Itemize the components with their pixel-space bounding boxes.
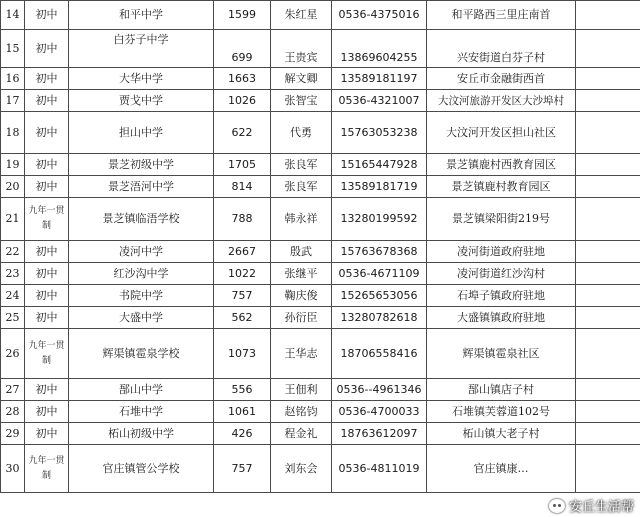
address: 官庄镇康…: [427, 445, 576, 493]
principal-name: 王贵宾: [271, 30, 332, 68]
address: 景芝镇鹿村教育园区: [427, 176, 576, 198]
row-number: 18: [1, 112, 25, 154]
student-count: 814: [214, 176, 271, 198]
table-row: [1, 401, 640, 423]
empty-cell: [576, 1, 640, 30]
student-count: 556: [214, 379, 271, 401]
principal-name: 张良军: [271, 176, 332, 198]
student-count: 426: [214, 423, 271, 445]
school-name: 官庄镇管公学校: [69, 445, 214, 493]
school-type: 初中: [25, 379, 69, 401]
address: 石堆镇芙蓉道102号: [427, 401, 576, 423]
school-name: 书院中学: [69, 285, 214, 307]
table-row: [1, 379, 640, 401]
address: 辉渠镇雹泉社区: [427, 329, 576, 379]
student-count: 562: [214, 307, 271, 329]
empty-cell: [576, 30, 640, 68]
school-type: 初中: [25, 154, 69, 176]
principal-name: 赵铭钧: [271, 401, 332, 423]
table-row: [1, 90, 640, 112]
principal-name: 王佃利: [271, 379, 332, 401]
school-name: 大华中学: [69, 68, 214, 90]
watermark-text: 安丘生活帮: [568, 500, 634, 515]
principal-name: 韩永祥: [271, 198, 332, 241]
empty-cell: [576, 445, 640, 493]
school-name: 景芝镇临浯学校: [69, 198, 214, 241]
principal-name: 张智宝: [271, 90, 332, 112]
address: 和平路西三里庄南首: [427, 1, 576, 30]
phone-number: 18706558416: [332, 329, 427, 379]
address: 大汶河旅游开发区大沙埠村: [427, 90, 576, 112]
school-type: 初中: [25, 68, 69, 90]
empty-cell: [576, 379, 640, 401]
school-type: 初中: [25, 285, 69, 307]
row-number: 25: [1, 307, 25, 329]
student-count: 1022: [214, 263, 271, 285]
school-name: 大盛中学: [69, 307, 214, 329]
student-count: 1705: [214, 154, 271, 176]
table-row: [1, 154, 640, 176]
student-count: 2667: [214, 241, 271, 263]
row-number: 14: [1, 1, 25, 30]
principal-name: 王华志: [271, 329, 332, 379]
table-row: [1, 241, 640, 263]
phone-number: 13280199592: [332, 198, 427, 241]
school-name: 景芝初级中学: [69, 154, 214, 176]
principal-name: 解文卿: [271, 68, 332, 90]
principal-name: 程金礼: [271, 423, 332, 445]
student-count: 757: [214, 445, 271, 493]
principal-name: 朱红星: [271, 1, 332, 30]
school-name: 郚山中学: [69, 379, 214, 401]
address: 石埠子镇政府驻地: [427, 285, 576, 307]
empty-cell: [576, 90, 640, 112]
empty-cell: [576, 285, 640, 307]
address: 郚山镇店子村: [427, 379, 576, 401]
row-number: 28: [1, 401, 25, 423]
address: 凌河街道政府驻地: [427, 241, 576, 263]
row-number: 22: [1, 241, 25, 263]
school-type: 初中: [25, 176, 69, 198]
empty-cell: [576, 198, 640, 241]
phone-number: 13280782618: [332, 307, 427, 329]
watermark: [549, 496, 634, 515]
principal-name: 殷武: [271, 241, 332, 263]
empty-cell: [576, 176, 640, 198]
table-row: [1, 1, 640, 30]
school-type: 九年一贯制: [25, 445, 69, 493]
table-row: [1, 112, 640, 154]
school-type: 九年一贯制: [25, 198, 69, 241]
school-type: 初中: [25, 90, 69, 112]
school-name: 景芝浯河中学: [69, 176, 214, 198]
phone-number: 13589181197: [332, 68, 427, 90]
school-name: 贾戈中学: [69, 90, 214, 112]
principal-name: 代勇: [271, 112, 332, 154]
table-row: [1, 176, 640, 198]
table-row: [1, 285, 640, 307]
empty-cell: [576, 423, 640, 445]
school-type: 初中: [25, 241, 69, 263]
empty-cell: [576, 112, 640, 154]
student-count: 1599: [214, 1, 271, 30]
student-count: 757: [214, 285, 271, 307]
row-number: 17: [1, 90, 25, 112]
student-count: 1663: [214, 68, 271, 90]
row-number: 16: [1, 68, 25, 90]
address: 大盛镇镇政府驻地: [427, 307, 576, 329]
row-number: 30: [1, 445, 25, 493]
phone-number: 15165447928: [332, 154, 427, 176]
school-name: 凌河中学: [69, 241, 214, 263]
school-name: 白芬子中学: [69, 30, 214, 68]
table-row: [1, 307, 640, 329]
school-name: 红沙沟中学: [69, 263, 214, 285]
phone-number: 0536-4811019: [332, 445, 427, 493]
phone-number: 0536-4375016: [332, 1, 427, 30]
table-row: [1, 445, 640, 493]
table-row: [1, 423, 640, 445]
school-type: 初中: [25, 30, 69, 68]
empty-cell: [576, 307, 640, 329]
table-row: [1, 198, 640, 241]
school-type: 初中: [25, 423, 69, 445]
school-type: 初中: [25, 112, 69, 154]
phone-number: 15763678368: [332, 241, 427, 263]
student-count: 1061: [214, 401, 271, 423]
phone-number: 18763612097: [332, 423, 427, 445]
row-number: 29: [1, 423, 25, 445]
phone-number: 13869604255: [332, 30, 427, 68]
empty-cell: [576, 263, 640, 285]
phone-number: 0536-4321007: [332, 90, 427, 112]
row-number: 27: [1, 379, 25, 401]
row-number: 26: [1, 329, 25, 379]
school-type: 初中: [25, 401, 69, 423]
table-row: [1, 329, 640, 379]
table-row: [1, 68, 640, 90]
empty-cell: [576, 154, 640, 176]
school-name: 柘山初级中学: [69, 423, 214, 445]
school-type: 九年一贯制: [25, 329, 69, 379]
table-row: [1, 30, 640, 68]
principal-name: 孙衍臣: [271, 307, 332, 329]
student-count: 1026: [214, 90, 271, 112]
school-name: 辉渠镇雹泉学校: [69, 329, 214, 379]
row-number: 20: [1, 176, 25, 198]
principal-name: 刘东会: [271, 445, 332, 493]
table-row: [1, 263, 640, 285]
address: 大汶河开发区担山社区: [427, 112, 576, 154]
empty-cell: [576, 68, 640, 90]
address: 凌河街道红沙沟村: [427, 263, 576, 285]
empty-cell: [576, 241, 640, 263]
row-number: 21: [1, 198, 25, 241]
school-name: 石堆中学: [69, 401, 214, 423]
school-type: 初中: [25, 1, 69, 30]
student-count: 1073: [214, 329, 271, 379]
school-type: 初中: [25, 263, 69, 285]
phone-number: 0536--4961346: [332, 379, 427, 401]
student-count: 622: [214, 112, 271, 154]
address: 景芝镇鹿村西教育园区: [427, 154, 576, 176]
row-number: 23: [1, 263, 25, 285]
address: 景芝镇梁阳街219号: [427, 198, 576, 241]
school-name: 担山中学: [69, 112, 214, 154]
phone-number: 0536-4700033: [332, 401, 427, 423]
address: 柘山镇大老子村: [427, 423, 576, 445]
wechat-icon: [549, 499, 565, 513]
row-number: 19: [1, 154, 25, 176]
row-number: 15: [1, 30, 25, 68]
phone-number: 13589181719: [332, 176, 427, 198]
principal-name: 张继平: [271, 263, 332, 285]
student-count: 699: [214, 30, 271, 68]
address: 安丘市金融街西首: [427, 68, 576, 90]
empty-cell: [576, 401, 640, 423]
school-type: 初中: [25, 307, 69, 329]
phone-number: 0536-4671109: [332, 263, 427, 285]
school-name: 和平中学: [69, 1, 214, 30]
address: 兴安街道白芬子村: [427, 30, 576, 68]
empty-cell: [576, 329, 640, 379]
principal-name: 张良军: [271, 154, 332, 176]
principal-name: 鞠庆俊: [271, 285, 332, 307]
phone-number: 15763053238: [332, 112, 427, 154]
phone-number: 15265653056: [332, 285, 427, 307]
student-count: 788: [214, 198, 271, 241]
row-number: 24: [1, 285, 25, 307]
